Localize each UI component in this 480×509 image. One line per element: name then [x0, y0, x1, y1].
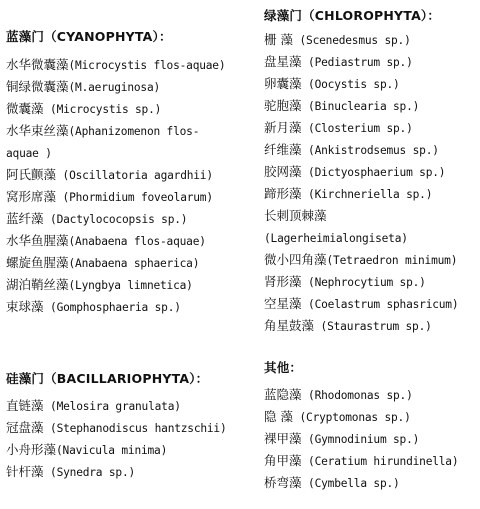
- list-item: [264, 407, 411, 428]
- list-item: [6, 121, 199, 142]
- common-name: 驼胞藻: [264, 98, 302, 113]
- list-item: [264, 96, 419, 117]
- common-name: 蹄形藻: [264, 186, 302, 201]
- list-item: [264, 429, 419, 450]
- latin-name: (Cymbella sp.): [301, 477, 400, 490]
- common-name: 水华鱼腥藻: [6, 233, 69, 248]
- list-item: [264, 316, 432, 337]
- common-name: 螺旋鱼腥藻: [6, 255, 69, 270]
- common-name: 裸甲藻: [264, 431, 302, 446]
- latin-name: (Binuclearia sp.): [301, 100, 420, 113]
- common-name: 胶网藻: [264, 164, 302, 179]
- latin-name: (Coelastrum sphasricum): [301, 298, 459, 311]
- latin-name: (Melosira granulata): [43, 400, 181, 413]
- common-name: 蓝纤藻: [6, 211, 44, 226]
- common-name: 阿氏颤藻: [6, 167, 57, 182]
- list-item: [6, 209, 187, 230]
- latin-name: (Staurastrum sp.): [314, 320, 432, 333]
- latin-name: (Aphanizomenon flos-: [68, 125, 200, 138]
- latin-name: (Anabaena flos-aquae): [68, 235, 206, 248]
- latin-name: (Ceratium hirundinella): [301, 455, 459, 468]
- list-item: [264, 385, 413, 406]
- latin-name: (Phormidium foveolarum): [56, 191, 213, 204]
- list-item: [264, 451, 458, 472]
- latin-name: (Lyngbya limnetica): [68, 279, 193, 292]
- latin-name: (Oocystis sp.): [301, 78, 400, 91]
- list-item: [264, 272, 426, 293]
- common-name: 长刺顶棘藻: [264, 208, 327, 223]
- common-name: 角星鼓藻: [264, 318, 315, 333]
- list-item: [264, 140, 439, 161]
- common-name: 束球藻: [6, 299, 44, 314]
- common-name: 小舟形藻: [6, 442, 57, 457]
- list-item: [264, 30, 411, 51]
- common-name: 角甲藻: [264, 453, 302, 468]
- common-name: 盘星藻: [264, 54, 302, 69]
- common-name: 微囊藻: [6, 101, 44, 116]
- latin-name: (Anabaena sphaerica): [68, 257, 200, 270]
- common-name: 冠盘藻: [6, 420, 44, 435]
- list-item: [6, 99, 161, 120]
- list-item: [264, 206, 327, 227]
- common-name: 桥弯藻: [264, 475, 302, 490]
- common-name: 隐 藻: [264, 409, 293, 424]
- section-heading-chlorophyta: 绿藻门（CHLOROPHYTA）：: [264, 8, 441, 23]
- list-item: [6, 418, 227, 439]
- latin-name: (Dictyosphaerium sp.): [301, 166, 446, 179]
- common-name: 肾形藻: [264, 274, 302, 289]
- list-item: [6, 462, 135, 483]
- common-name: 微小四角藻: [264, 252, 327, 267]
- latin-name: (Cryptomonas sp.): [292, 411, 411, 424]
- list-item: [264, 162, 445, 183]
- latin-name: aquae ): [6, 147, 52, 160]
- common-name: 水华微囊藻: [6, 57, 69, 72]
- latin-name: (Scenedesmus sp.): [292, 34, 411, 47]
- section-heading-others: 其他：: [264, 360, 303, 375]
- common-name: 针杆藻: [6, 464, 44, 479]
- common-name: 卵囊藻: [264, 76, 302, 91]
- section-heading-bacillariophyta: 硅藻门（BACILLARIOPHYTA）：: [6, 371, 209, 386]
- list-item: [6, 253, 199, 274]
- list-item: [264, 118, 413, 139]
- latin-name: (Kirchneriella sp.): [301, 188, 433, 201]
- latin-name: (Navicula minima): [56, 444, 168, 457]
- list-item: [264, 74, 400, 95]
- latin-name: (Rhodomonas sp.): [301, 389, 413, 402]
- list-item: [264, 294, 458, 315]
- common-name: 栅 藻: [264, 32, 293, 47]
- common-name: 直链藻: [6, 398, 44, 413]
- latin-name: (Tetraedron minimum): [326, 254, 458, 267]
- list-item: [6, 77, 160, 98]
- list-item: [264, 52, 413, 73]
- latin-name: (Stephanodiscus hantzschii): [43, 422, 227, 435]
- common-name: 空星藻: [264, 296, 302, 311]
- common-name: 湖泊鞘丝藻: [6, 277, 69, 292]
- common-name: 纤维藻: [264, 142, 302, 157]
- section-heading-cyanophyta: 蓝藻门（CYANOPHYTA）：: [6, 29, 172, 44]
- common-name: 窝形席藻: [6, 189, 57, 204]
- latin-name: (Gomphosphaeria sp.): [43, 301, 181, 314]
- list-item: [6, 297, 181, 318]
- latin-name: (Nephrocytium sp.): [301, 276, 426, 289]
- common-name: 铜绿微囊藻: [6, 79, 69, 94]
- latin-name: (Microcystis flos-aquae): [68, 59, 226, 72]
- latin-name: (M.aeruginosa): [68, 81, 161, 94]
- latin-name: (Oscillatoria agardhii): [56, 169, 213, 182]
- list-item: [264, 250, 457, 271]
- common-name: 新月藻: [264, 120, 302, 135]
- latin-name: (Lagerheimialongiseta): [264, 232, 408, 245]
- latin-name: (Pediastrum sp.): [301, 56, 413, 69]
- latin-name: (Closterium sp.): [301, 122, 413, 135]
- list-item: [6, 231, 206, 252]
- latin-name: (Dactylococopsis sp.): [43, 213, 188, 226]
- latin-name: (Synedra sp.): [43, 466, 136, 479]
- list-item: [6, 275, 193, 296]
- list-item: [6, 440, 167, 461]
- list-item: [6, 396, 181, 417]
- latin-name: (Ankistrodsemus sp.): [301, 144, 439, 157]
- list-item: [6, 55, 225, 76]
- list-item: [264, 184, 432, 205]
- latin-name: (Gymnodinium sp.): [301, 433, 420, 446]
- common-name: 蓝隐藻: [264, 387, 302, 402]
- latin-name: (Microcystis sp.): [43, 103, 162, 116]
- list-item: [264, 473, 400, 494]
- list-item: [6, 187, 213, 208]
- list-item: [264, 228, 408, 249]
- list-item: [6, 143, 52, 164]
- list-item: [6, 165, 213, 186]
- common-name: 水华束丝藻: [6, 123, 69, 138]
